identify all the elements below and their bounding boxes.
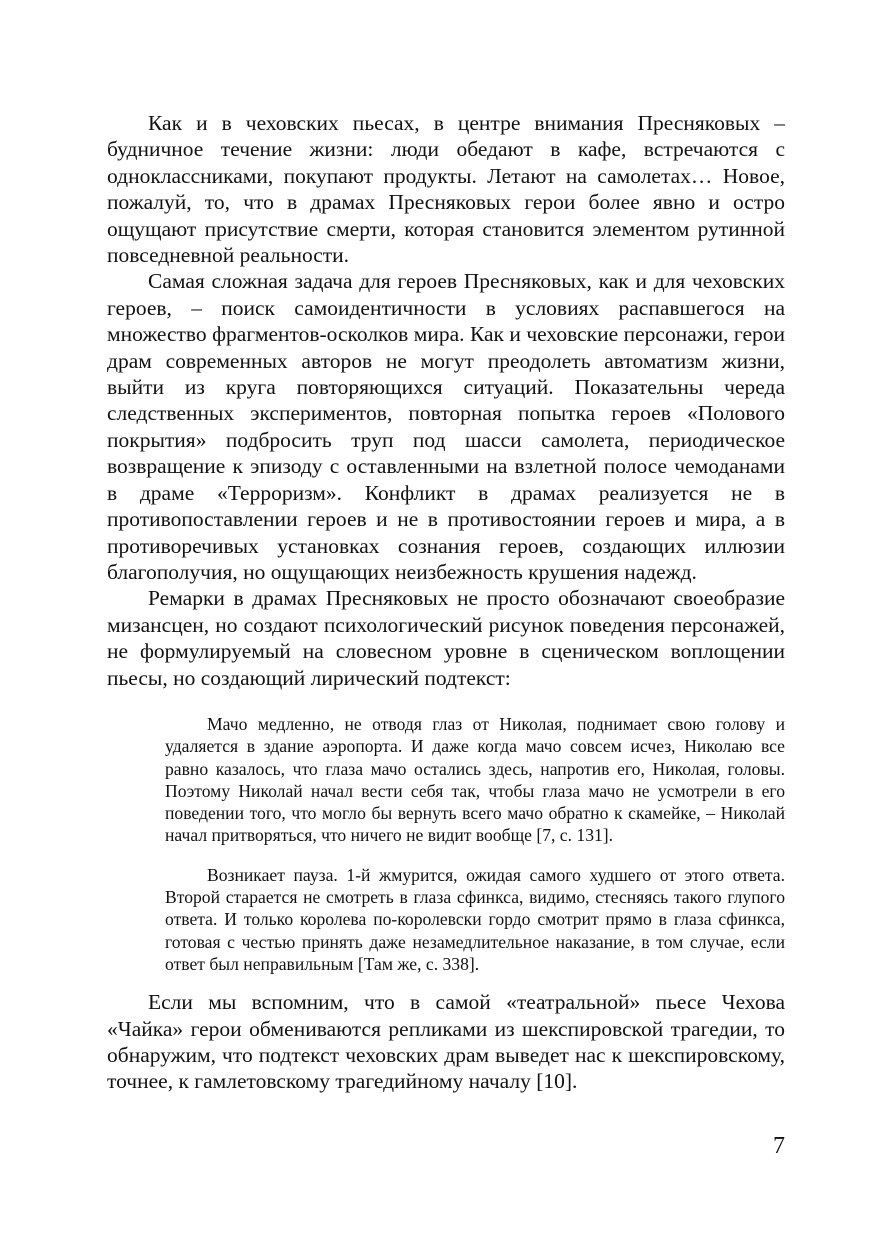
body-paragraph-1: Как и в чеховских пьесах, в центре внимания Пресняковых – будничное течение жизни: люди обедают в кафе, встречаются с одноклассниками, покупают продукты. Летают на самолетах… Новое, пожалуй, то, что в драмах Пресняковых герои более явно и остро ощущают присутствие смерти, которая становится элементом рутинной повседневной реальности.	[107, 111, 785, 268]
page-content	[107, 110, 785, 1095]
block-quote-2: Возникает пауза. 1-й жмурится, ожидая самого худшего от этого ответа. Второй старается не смотреть в глаза сфинкса, видимо, стесняясь такого глупого ответа. И только королева по-королевски гордо смотрит прямо в глаза сфинкса, готовая с честью принять даже незамедлительное наказание, в том случае, если ответ был неправильным [Там же, с. 338].	[165, 864, 785, 974]
body-paragraph-3: Ремарки в драмах Пресняковых не просто обозначают своеобразие мизансцен, но создают психологический рисунок поведения персонажей, не формулируемый на словесном уровне в сценическом воплощении пьесы, но создающий лирический подтекст:	[107, 586, 785, 690]
block-quote-1: Мачо медленно, не отводя глаз от Николая, поднимает свою голову и удаляется в здание аэропорта. И даже когда мачо совсем исчез, Николаю все равно казалось, что глаза мачо остались здесь, напротив его, Николая, головы. Поэтому Николай начал вести себя так, чтобы глаза мачо не усмотрели в его поведении того, что могло бы вернуть всего мачо обратно к скамейке, – Николай начал притворяться, что ничего не видит вообще [7, с. 131].	[165, 713, 785, 846]
page-number: 7	[773, 1133, 785, 1159]
body-paragraph-2: Самая сложная задача для героев Пресняковых, как и для чеховских героев, – поиск самоидентичности в условиях распавшегося на множество фрагментов-осколков мира. Как и чеховские персонажи, герои драм современных авторов не могут преодолеть автоматизм жизни, выйти из круга повторяющихся ситуаций. Показательны череда следственных экспериментов, повторная попытка героев «Полового покрытия» подбросить труп под шасси самолета, периодическое возвращение к эпизоду с оставленными на взлетной полосе чемоданами в драме «Терроризм». Конфликт в драмах реализуется не в противопоставлении героев и не в противостоянии героев и мира, а в противоречивых установках сознания героев, создающих иллюзии благополучия, но ощущающих неизбежность крушения надежд.	[107, 269, 785, 584]
body-paragraph-closing: Если мы вспомним, что в самой «театральной» пьесе Чехова «Чайка» герои обмениваются репликами из шекспировской трагедии, то обнаружим, что подтекст чеховских драм выведет нас к шекспировскому, точнее, к гамлетовскому трагедийному началу [10].	[107, 990, 785, 1094]
